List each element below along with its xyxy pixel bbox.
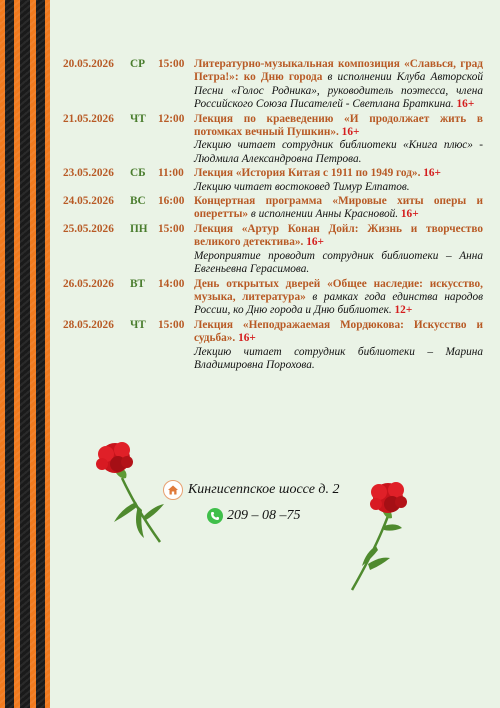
event-title: Лекция по краеведению «И продолжает жить в потомках вечный Пушкин». (194, 112, 483, 139)
event-date: 28.05.2026 (63, 318, 114, 331)
age-rating: 12+ (394, 304, 413, 317)
event-date: 23.05.2026 (63, 167, 114, 180)
event-time: 15:00 (158, 58, 185, 70)
event-note: в рамках года единства народов России, ко Дню города и Дню библиотек. (194, 290, 483, 317)
phone-icon (207, 508, 223, 524)
event-row (63, 58, 483, 112)
event-weekday: СР (130, 58, 146, 70)
event-time: 15:00 (158, 222, 185, 235)
event-time: 16:00 (158, 195, 185, 208)
event-date: 21.05.2026 (63, 112, 114, 125)
event-note: в исполнении Клуба Авторской Песни «Голос Родника», руководитель поэтесса, члена Российского Союза Писателей - Светлана Браткина. (194, 71, 483, 111)
carnation-icon (92, 440, 172, 550)
event-note: Лекцию читает сотрудник библиотеки «Книга плюс» - Людмила Александровна Петрова. (194, 139, 483, 165)
event-title: Концертная программа «Мировые хиты оперы и оперетты» (194, 195, 483, 221)
event-weekday: ЧТ (130, 112, 146, 125)
event-date: 24.05.2026 (63, 195, 114, 208)
library-phone (207, 508, 301, 524)
event-title: Литературно-музыкальная композиция «Славься, град Петра!»: ко Дню города (194, 58, 483, 84)
st-george-ribbon (0, 0, 50, 708)
event-note: в исполнении Анны Красновой. (250, 208, 401, 221)
event-note: Мероприятие проводит сотрудник библиотеки – Анна Евгеньевна Герасимова. (194, 249, 483, 276)
event-row (63, 223, 483, 277)
age-rating: 16+ (306, 236, 324, 249)
address-text: Кингисеппское шоссе д. 2 (188, 482, 340, 497)
event-time: 14:00 (158, 277, 185, 290)
event-date: 26.05.2026 (63, 277, 114, 290)
event-title: День открытых дверей «Общее наследие: искусство, музыка, литература» (194, 277, 483, 303)
event-schedule (63, 58, 483, 373)
event-date: 20.05.2026 (63, 58, 114, 70)
carnation-icon (340, 478, 420, 598)
event-weekday: ВС (130, 195, 146, 208)
event-time: 11:00 (158, 167, 184, 180)
age-rating: 16+ (456, 98, 475, 111)
age-rating: 16+ (423, 167, 441, 180)
event-time: 15:00 (158, 318, 185, 331)
age-rating: 16+ (341, 126, 360, 139)
event-time: 12:00 (158, 112, 185, 125)
library-address (163, 480, 340, 500)
event-title: Лекция «История Китая с 1911 по 1949 год». (194, 167, 424, 180)
event-date: 25.05.2026 (63, 222, 114, 235)
event-weekday: ВТ (130, 277, 145, 290)
phone-number: 209 – 08 –75 (227, 508, 301, 523)
event-row (63, 319, 483, 373)
event-weekday: СБ (130, 167, 146, 180)
age-rating: 16+ (238, 332, 256, 345)
event-title: Лекция «Неподражаемая Мордюкова: Искусство и судьба». (194, 318, 483, 345)
home-icon (163, 480, 183, 500)
age-rating: 16+ (400, 208, 419, 221)
event-row (63, 195, 483, 222)
event-row (63, 167, 483, 194)
event-note: Лекцию читает сотрудник библиотеки – Марина Владимировна Порохова. (194, 345, 483, 371)
event-row (63, 278, 483, 318)
event-title: Лекция «Артур Конан Дойл: Жизнь и творчество великого детектива». (194, 222, 483, 249)
event-row (63, 113, 483, 167)
event-note: Лекцию читает востоковед Тимур Елпатов. (194, 180, 410, 193)
event-weekday: ЧТ (130, 318, 146, 331)
event-weekday: ПН (130, 222, 148, 235)
